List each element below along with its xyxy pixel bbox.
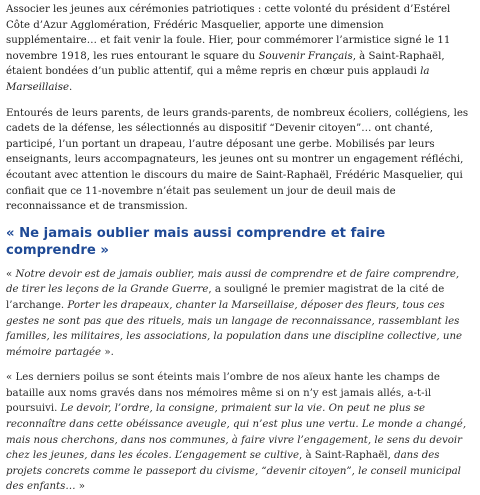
quote1-text-1: , a souligné le premier magistrat de la cité de l’archange. (6, 284, 445, 311)
quote-paragraph-1 (6, 267, 474, 361)
second-paragraph: Entourés de leurs parents, de leurs grands-parents, de nombreux écoliers, collégiens, les cadets de la défense, les sélectionnés au dispositif “Devenir citoyen”… ont chanté, participé, l’un portant un drapeau, l’autre déposant une gerbe. Mobilisés par leurs enseignants, leurs accompagnateurs, les jeunes ont su montrer un engagement réfléchi, écoutant avec attention le discours du maire de Saint-Raphaël, Frédéric Masquelier, qui confiait que ce 11-novembre n’était pas seulement un jour de deuil mais de reconnaissance et de transmission. (6, 107, 469, 213)
section-heading: « Ne jamais oublier mais aussi comprendre et faire comprendre » (6, 225, 386, 258)
quote2-italic-2: dans des projets concrets comme le passeport du civisme, “devenir citoyen”, le conseil municipal des enfants… (6, 450, 461, 493)
quote2-italic-1: Le devoir, l’ordre, la consigne, primaient sur la vie. On peut ne plus se reconnaître dans cette obéissance aveugle, qui n’est plus une vertu. Le monde a changé, mais nous cherchons, dans nos communes, à faire vivre l’engagement, le sens du devoir chez les jeunes, dans les écoles. L’engagement se cultive (6, 403, 467, 462)
intro-italic-marseillaise: la Marseillaise (6, 66, 430, 93)
quote-paragraph-2 (6, 370, 474, 495)
quote2-text-2: , à Saint-Raphaël, (298, 450, 395, 462)
quote2-text-1: « Les derniers poilus se sont éteints mais l’ombre de nos aïeux hante les champs de bataille aux noms gravés dans nos mémoires même si on n’y est jamais allés, a-t-il poursuivi. (6, 372, 440, 415)
intro-text-3: . (69, 81, 73, 93)
quote1-open: « (6, 268, 16, 280)
quote1-italic-1: Notre devoir est de jamais oublier, mais aussi de comprendre et de faire comprendre, de tirer les leçons de la Grande Guerre (6, 268, 460, 296)
quote1-italic-2: Porter les drapeaux, chanter la Marseillaise, déposer des fleurs, tous ces gestes ne sont pas que des rituels, mais un langage de reconnaissance, rassemblant les familles, les militaires, les associations, la population dans une discipline collective, une mémoire partagée (6, 299, 463, 358)
quote1-close: ». (101, 346, 114, 358)
intro-italic-souvenir: Souvenir Français (258, 50, 353, 62)
intro-text-2: , à Saint-Raphaël, étaient bondées d’un public attentif, qui a même repris en chœur puis applaudi (6, 50, 445, 78)
quote2-close: » (75, 481, 86, 493)
intro-text-1: Associer les jeunes aux cérémonies patriotiques : cette volonté du président d’Estérel Côte d’Azur Agglomération, Frédéric Masquelier, apporte une dimension supplémentaire… et fait venir la foule. Hier, pour commémorer l’armistice signé le 11 novembre 1918, les rues entourant le square du (6, 4, 451, 62)
intro-paragraph (6, 2, 474, 96)
